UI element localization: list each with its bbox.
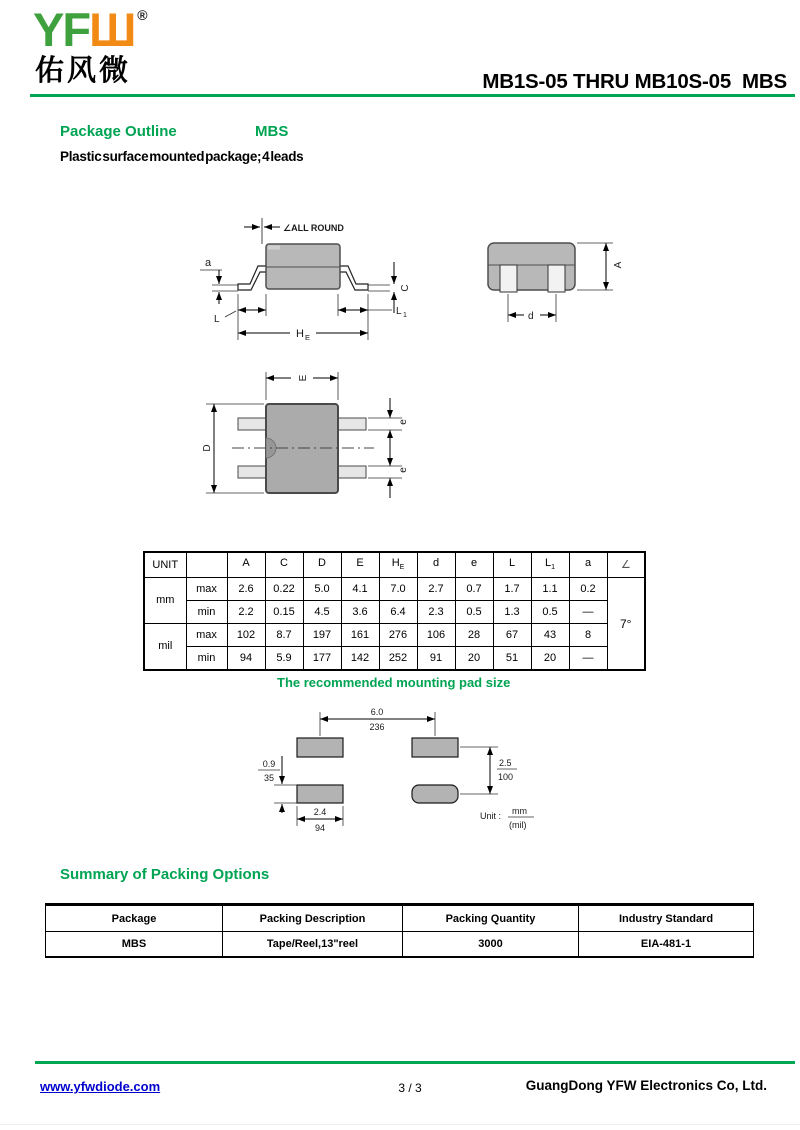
dim-header-row: UNIT A C D E $H_E$ d e L $L_1$ a ∠ [144,552,645,578]
dimension-table [143,551,646,671]
dim-d-label: d [528,311,534,322]
registered-trademark-icon: ® [137,7,148,23]
pad-v-mil: 100 [498,772,514,782]
dim-e1-label: e [398,419,409,425]
company-logo [33,3,148,56]
section-heading: Package Outline [60,123,177,140]
pad-height-mil: 35 [263,773,275,783]
company-name: GuangDong YFW Electronics Co, Ltd. [525,1078,767,1093]
footer-rule [35,1061,795,1064]
pad-pw-mm: 2.4 [313,807,327,817]
dim-e2-label: e [398,467,409,473]
pad-width-mm: 6.0 [370,707,384,717]
mounting-pad-drawing [250,700,570,845]
dim-l1-sub: 1 [403,312,407,319]
pad-caption: The recommended mounting pad size [277,675,511,690]
packing-data-row: MBS Tape/Reel,13"reel 3000 EIA-481-1 [46,932,754,958]
unit-note-mil: (mil) [509,820,527,830]
packing-header-row: Package Packing Description Packing Quantity Industry Standard [46,905,754,932]
packing-table [45,903,754,958]
dim-l-label: L [214,314,220,325]
dim-l1-label: L [396,306,402,317]
package-description: Plastic surface mounted package; 4 leads [60,149,304,164]
page-title: MB1S-05 THRU MB10S-05 MBS [482,70,787,93]
header-rule [30,94,795,97]
dim-he-label: H [296,328,304,340]
logo-text-yf: YF [33,3,90,56]
dim-he-sub: E [305,333,311,342]
pad-pw-mil: 94 [314,823,326,833]
package-name: MBS [255,123,289,140]
packing-heading: Summary of Packing Options [60,866,270,883]
unit-header: UNIT [144,552,186,578]
dim-row-mil-max: mil max 102 8.7 197 161 276 106 28 67 43 8 [144,624,645,647]
pad-v-mm: 2.5 [499,758,512,768]
page-bottom-edge [0,1124,800,1125]
logo-chinese-name: 佑风微 [35,55,132,87]
dim-E-label: E [298,374,309,382]
unit-note-prefix: Unit : [480,811,502,821]
website-link[interactable]: www.yfwdiode.com [40,1079,161,1094]
dim-row-mil-min: min 94 5.9 177 142 252 91 20 51 20 — [144,647,645,671]
logo-mark-w: Ш [89,3,137,56]
angle-value: 7° [607,578,645,671]
pad-height-mm: 0.9 [262,759,276,769]
dim-row-mm-max: mm max 2.6 0.22 5.0 4.1 7.0 2.7 0.7 1.7 1.1 0.2 7° [144,578,645,601]
dim-a-label: a [205,257,212,269]
unit-note-mm: mm [512,806,527,816]
side-view [200,218,411,342]
dim-D-label: D [202,444,213,452]
all-round-label: ∠ALL ROUND [283,223,344,233]
end-view [488,243,624,322]
package-outline-drawing [150,200,670,540]
dim-c-label: C [400,284,411,292]
dim-row-mm-min: min 2.2 0.15 4.5 3.6 6.4 2.3 0.5 1.3 0.5 — [144,601,645,624]
dim-A-label: A [613,261,624,269]
page-number: 3 / 3 [398,1081,422,1095]
pad-width-mil: 236 [369,722,385,732]
top-view [202,372,409,498]
